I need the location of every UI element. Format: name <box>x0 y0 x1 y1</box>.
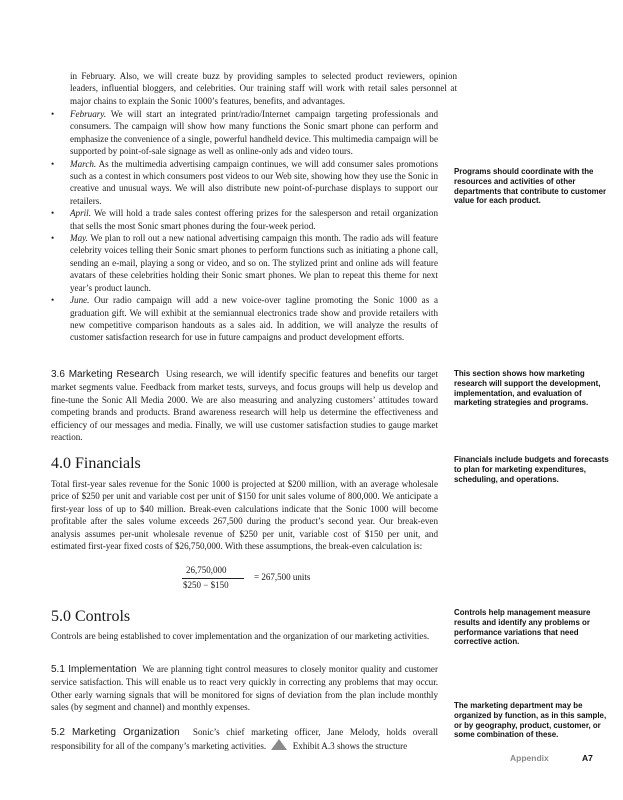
intro-paragraph <box>51 70 457 107</box>
list-item <box>51 108 438 158</box>
section-text-continued: Exhibit A.3 shows the structure <box>292 741 408 752</box>
list-item <box>51 232 438 294</box>
bullet-month: March. <box>70 158 97 169</box>
organization-section <box>51 726 438 753</box>
bullet-text: As the multimedia advertising campaign continues, we will add consumer sales promotions such as a contest in which consumers post videos to our Web site, showing how they use the Sonic in creative and unusual ways. We will also distribute new point-of-purchase displays to support our retailers. <box>70 158 438 206</box>
margin-note: Financials include budgets and forecasts to plan for marketing expenditures, scheduling, and operations. <box>454 455 609 484</box>
margin-note: The marketing department may be organized by function, as in this sample, or by geography, product, customer, or some combination of these. <box>454 701 607 740</box>
controls-section <box>51 607 438 642</box>
bullet-month: February. <box>70 109 107 119</box>
bullet-month: June. <box>70 295 90 306</box>
bullet-icon: • <box>51 109 55 119</box>
section-heading: 3.6 Marketing Research <box>51 369 160 380</box>
list-item <box>51 294 438 344</box>
bullet-icon: • <box>51 158 55 169</box>
section-text: Using research, we will identify specific features and benefits our target market segments value. Feedback from market tests, surveys, and focus groups will help us develop and fine-tune the Sonic All Media 2000. We are also measuring and analyzing customers’ attitudes toward competing brands and products. Brand awareness research will help us determine the effectiveness and efficiency of our messages and media. Finally, we will use customer satisfaction studies to gauge market reaction. <box>51 369 438 443</box>
formula-result: = 267,500 units <box>254 572 311 582</box>
section-text: Total first-year sales revenue for the Sonic 1000 is projected at $200 million, with an average wholesale price of $250 per unit and variable cost per unit of $150 for unit sales volume of 800,000. We anticipate a first-year loss of up to $40 million. Break-even calculations indicate that the Sonic 1000 will become profitable after the sales volume exceeds 267,500 during the product’s second year. Our break-even analysis assumes per-unit wholesale revenue of $250 per unit, variable cost of $150 per unit, and estimated first-year fixed costs of $26,750,000. With these assumptions, the break-even calculation is: <box>51 479 438 552</box>
bullet-month: May. <box>70 233 88 244</box>
margin-note: Controls help management measure results and identify any problems or performance variations that need corrective action. <box>454 608 591 647</box>
bullet-icon: • <box>51 208 55 219</box>
bullet-text: Our radio campaign will add a new voice-over tagline promoting the Sonic 1000 as a graduation gift. We will exhibit at the semiannual electronics trade show and provide retailers with new competitive comparison handouts as a sales aid. In addition, we will analyze the results of customer satisfaction research for use in future campaigns and product development efforts. <box>70 295 438 343</box>
section-heading: 5.2 Marketing Organization <box>51 727 180 738</box>
intro-text: in February. Also, we will create buzz by providing samples to selected product reviewers, opinion leaders, influential bloggers, and celebrities. Our training staff will work with retail sales personnel at major chains to explain the Sonic 1000’s features, benefits, and advantages. <box>70 71 457 106</box>
bullet-icon: • <box>51 295 55 306</box>
page-number: A7 <box>582 753 593 763</box>
implementation-section <box>51 663 438 714</box>
section-heading: 5.1 Implementation <box>51 664 137 675</box>
bullet-text: We plan to roll out a new national advertising campaign this month. The radio ads will feature celebrity voices telling their Sonic smart phones to perform functions such as initiating a phone call, sending an e-mail, playing a song or video, and so on. The stylized print and online ads will feature avatars of these celebrities holding their Sonic smart phones. We plan to repeat this theme for next year’s product launch. <box>70 233 438 293</box>
bullet-month: April. <box>70 208 91 219</box>
formula-denominator: $250 − $150 <box>183 580 229 590</box>
monthly-plan-list <box>51 108 438 344</box>
section-heading: 4.0 Financials <box>51 455 141 472</box>
section-text: Sonic’s chief marketing officer, Jane Melody, holds overall responsibility for all of the company’s marketing activities. <box>51 727 438 752</box>
exhibit-triangle-icon <box>271 739 287 750</box>
marketing-research-section <box>51 368 438 443</box>
financials-section <box>51 454 438 552</box>
footer-section-label: Appendix <box>510 753 549 763</box>
list-item <box>51 207 439 232</box>
formula-numerator: 26,750,000 <box>186 565 227 575</box>
bullet-text: We will hold a trade sales contest offering prizes for the salesperson and retail organization that sells the most Sonic smart phones during the four-week period. <box>70 208 439 231</box>
margin-note: This section shows how marketing research will support the development, implementation, and evaluation of marketing strategies and programs. <box>454 369 601 408</box>
section-heading: 5.0 Controls <box>51 608 131 625</box>
section-text: Controls are being established to cover implementation and the organization of our marketing activities. <box>51 631 430 641</box>
bullet-icon: • <box>51 233 55 244</box>
list-item <box>51 158 438 208</box>
margin-note: Programs should coordinate with the resources and activities of other departments that contribute to customer value for each product. <box>454 167 607 206</box>
fraction-line <box>182 578 244 579</box>
bullet-text: We will start an integrated print/radio/Internet campaign targeting professionals and consumers. The campaign will show how many functions the Sonic smart phone can perform and emphasize the convenience of a single, powerful handheld device. This multimedia campaign will be supported by point-of-sale signage as well as online-only ads and video tours. <box>70 109 438 157</box>
section-text: We are planning tight control measures to closely monitor quality and customer service satisfaction. This will enable us to react very quickly in correcting any problems that may occur. Other early warning signals that will be monitored for signs of deviation from the plan include monthly sales (by segment and channel) and monthly expenses. <box>51 664 438 713</box>
